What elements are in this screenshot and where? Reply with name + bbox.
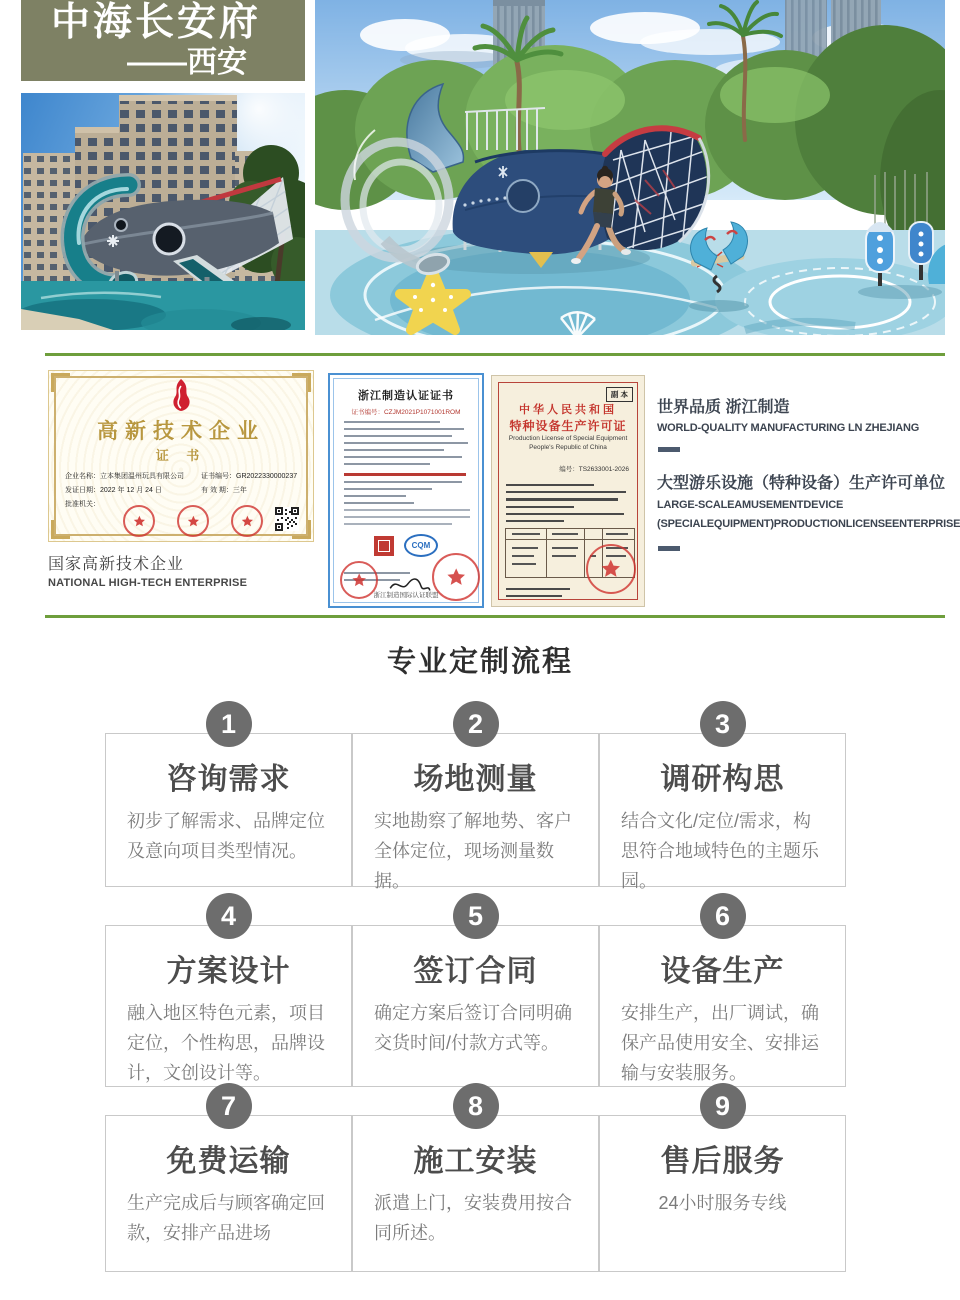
playground-render xyxy=(315,0,945,335)
red-stamp xyxy=(586,544,636,594)
step-desc: 安排生产，出厂调试，确保产品使用安全、安排运输与安装服务。 xyxy=(621,1003,819,1083)
claim-en-1: WORLD-QUALITY MANUFACTURING LN ZHEJIANG xyxy=(657,422,920,434)
qr-code xyxy=(275,507,299,531)
divider-line-bottom xyxy=(45,615,945,618)
cert3-serial: 编号：TS2633001-2026 xyxy=(559,466,629,473)
gold-corner-ornament xyxy=(51,373,70,392)
step-number-badge: 5 xyxy=(453,893,499,939)
process-step-card xyxy=(352,1091,599,1272)
gold-corner-ornament xyxy=(292,373,311,392)
project-title: 中海长安府 xyxy=(51,1,262,44)
cert3-copy-tag: 副 本 xyxy=(606,387,633,402)
playground-photo-illustration xyxy=(21,93,305,330)
rubber-ground xyxy=(21,281,305,330)
step-title: 场地测量 xyxy=(413,763,538,796)
cert3-date-line xyxy=(506,588,570,590)
cqm-logo-text: CQM xyxy=(411,541,431,550)
cert2-footer: 浙江制造国际认证联盟 xyxy=(373,592,439,599)
step-title: 施工安装 xyxy=(413,1145,538,1178)
step-desc: 派遣上门，安装费用按合同所述。 xyxy=(374,1193,572,1243)
cert2-number: 证书编号：CZJM2021P1071001ROM xyxy=(351,409,461,416)
cert2-text-lines xyxy=(330,481,482,505)
step-number-badge: 9 xyxy=(700,1083,746,1129)
cert3-text-lines xyxy=(506,479,632,522)
table-column-line xyxy=(546,529,547,577)
step-desc: 确定方案后签订合同明确交货时间/付款方式等。 xyxy=(374,1003,572,1053)
project-banner xyxy=(21,0,305,81)
step-title: 签订合同 xyxy=(413,955,538,988)
step-desc: 结合文化/定位/需求，构思符合地域特色的主题乐园。 xyxy=(621,811,819,891)
step-title: 咨询需求 xyxy=(166,763,291,796)
step-desc: 融入地区特色元素，项目定位，个性构思，品牌设计，文创设计等。 xyxy=(127,1003,325,1083)
claim-cn-2: 大型游乐设施（特种设备）生产许可单位 xyxy=(657,475,946,492)
cert1-subtitle: 证 书 xyxy=(155,448,207,463)
cert1-authority: 批准机关： xyxy=(65,501,100,508)
project-photo xyxy=(21,93,305,330)
step-number-badge: 2 xyxy=(453,701,499,747)
step-desc: 24小时服务专线 xyxy=(658,1193,787,1213)
step-desc: 实地勘察了解地势、客户全体定位，现场测量数据。 xyxy=(374,811,572,891)
project-subtitle: ——西安 xyxy=(127,46,247,79)
claim-en-2a: LARGE-SCALEAMUSEMENTDEVICE xyxy=(657,499,844,511)
cert2-text-lines xyxy=(330,421,482,466)
process-step-card xyxy=(105,709,352,887)
process-section-title: 专业定制流程 xyxy=(386,646,573,678)
cert3-date-line xyxy=(506,595,562,597)
cert1-caption-cn: 国家高新技术企业 xyxy=(48,556,185,573)
step-title: 方案设计 xyxy=(166,955,291,988)
process-step-card xyxy=(352,901,599,1087)
cqm-logo xyxy=(404,534,438,557)
process-step-card xyxy=(599,709,846,891)
claim-en-2b: (SPECIALEQUIPMENT)PRODUCTIONLICENSEENTERPRISE xyxy=(657,518,960,530)
flame-logo-icon xyxy=(166,378,196,412)
cert1-caption-en: NATIONAL HIGH-TECH ENTERPRISE xyxy=(48,577,248,589)
step-number-badge: 1 xyxy=(206,701,252,747)
special-equipment-license xyxy=(491,375,645,607)
step-title: 免费运输 xyxy=(166,1145,291,1178)
cert2-standard-line xyxy=(344,473,466,476)
cert3-title-en1: Production License of Special Equipment xyxy=(508,435,628,442)
process-step-card xyxy=(352,709,599,891)
cert1-title: 高新技术企业 xyxy=(97,420,265,443)
process-step-card xyxy=(599,1091,846,1272)
high-tech-enterprise-certificate xyxy=(48,370,314,542)
step-desc: 生产完成后与顾客确定回款，安排产品进场 xyxy=(127,1193,325,1243)
table-column-line xyxy=(584,529,585,577)
step-title: 售后服务 xyxy=(660,1145,785,1178)
table-header-line xyxy=(506,539,634,540)
cert1-certno: 证书编号：GR2022330000237 xyxy=(201,473,298,480)
step-number-badge: 8 xyxy=(453,1083,499,1129)
cert1-validity: 有 效 期：三年 xyxy=(201,487,247,494)
red-stamp xyxy=(177,505,209,537)
cert3-title-en2: People's Republic of China xyxy=(529,444,607,451)
playground-render-illustration xyxy=(315,0,945,335)
cert2-paragraph-lines xyxy=(330,509,482,526)
process-step-card xyxy=(105,901,352,1087)
claim-divider-dash xyxy=(658,447,680,452)
red-stamp xyxy=(231,505,263,537)
step-title: 调研构思 xyxy=(660,763,785,796)
cert1-company: 企业名称：立本集团温州玩具有限公司 xyxy=(65,473,184,480)
claim-cn-1: 世界品质 浙江制造 xyxy=(657,399,790,416)
cert2-title: 浙江制造认证证书 xyxy=(358,390,454,402)
cert3-title-cn1: 中华人民共和国 xyxy=(519,404,617,416)
process-step-card xyxy=(599,901,846,1087)
red-stamp xyxy=(123,505,155,537)
step-title: 设备生产 xyxy=(660,955,785,988)
step-number-badge: 6 xyxy=(700,893,746,939)
fish-hatch xyxy=(507,180,539,212)
cert1-date: 发证日期：2022 年 12 月 24 日 xyxy=(65,487,162,494)
zhejiang-made-logo xyxy=(374,536,394,556)
divider-line-top xyxy=(45,353,945,356)
step-number-badge: 4 xyxy=(206,893,252,939)
step-desc: 初步了解需求、品牌定位及意向项目类型情况。 xyxy=(127,811,325,861)
step-number-badge: 7 xyxy=(206,1083,252,1129)
zhejiang-manufacturing-certificate xyxy=(328,373,484,608)
gold-corner-ornament xyxy=(51,520,70,539)
step-number-badge: 3 xyxy=(700,701,746,747)
cert3-title-cn2: 特种设备生产许可证 xyxy=(509,419,627,433)
process-step-card xyxy=(105,1091,352,1272)
claim-divider-dash xyxy=(658,546,680,551)
